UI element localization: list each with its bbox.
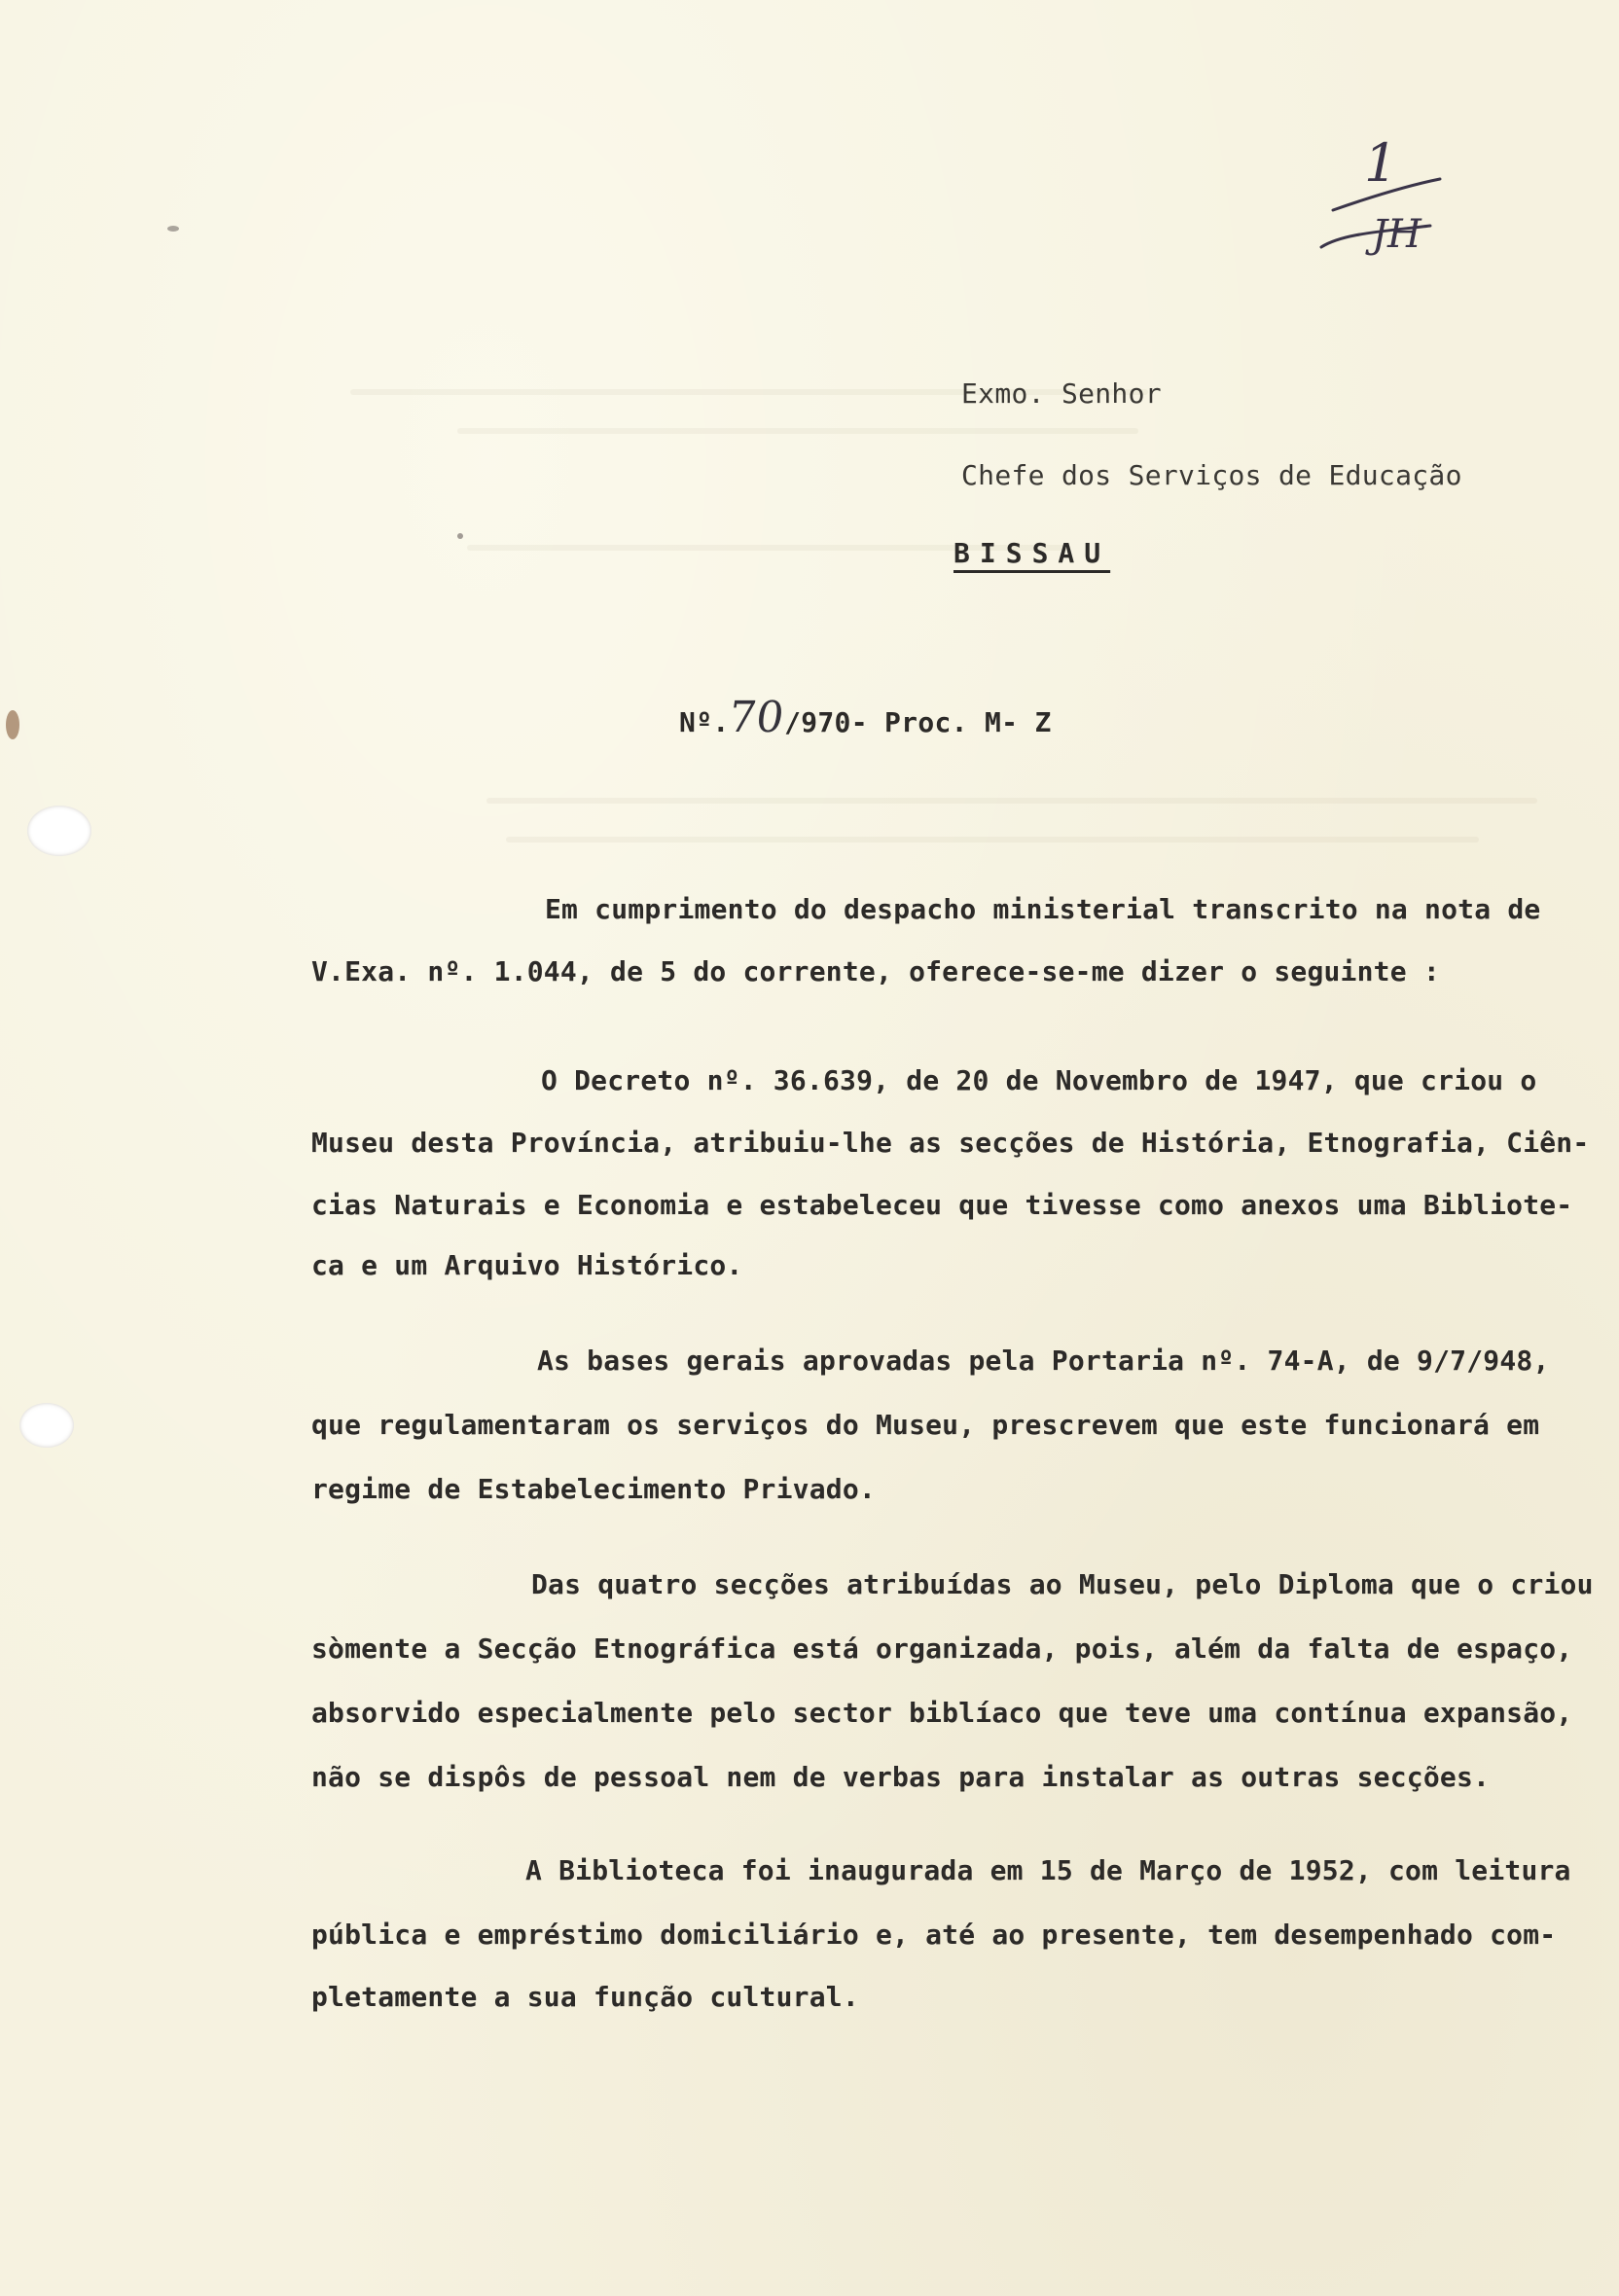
ink-dot-small [457,533,463,539]
paragraph-3-line-3: regime de Estabelecimento Privado. [311,1473,876,1505]
paragraph-2-line-4: ca e um Arquivo Histórico. [311,1249,743,1281]
folio-mark [1304,125,1459,290]
paragraph-5-line-2: pública e empréstimo domiciliário e, até ao presente, tem desempenhado com- [311,1919,1557,1951]
paragraph-5-line-1: A Biblioteca foi inaugurada em 15 de Março de 1952, com leitura [525,1854,1571,1886]
paragraph-3-line-1: As bases gerais aprovadas pela Portaria nº. 74-A, de 9/7/948, [537,1345,1550,1377]
folio-top: 1 [1364,132,1398,194]
reference-number: 70 [725,693,788,742]
paragraph-2-line-2: Museu desta Província, atribuiu-lhe as secções de História, Etnografia, Ciên- [311,1127,1590,1159]
show-through-line [506,837,1479,843]
salutation: Exmo. Senhor [961,377,1162,410]
paragraph-4-line-4: não se dispôs de pessoal nem de verbas para instalar as outras secções. [311,1761,1491,1793]
punch-hole-top [27,806,91,856]
reference-suffix: /970- Proc. M- Z [784,706,1052,738]
paragraph-5-line-3: pletamente a sua função cultural. [311,1981,859,2013]
paragraph-4-line-2: sòmente a Secção Etnográfica está organizada, pois, além da falta de espaço, [311,1632,1573,1665]
recipient: Chefe dos Serviços de Educação [961,459,1462,491]
ink-dot [167,226,179,232]
paragraph-1-line-2: V.Exa. nº. 1.044, de 5 do corrente, oferece-se-me dizer o seguinte : [311,955,1440,987]
recipient-city: BISSAU [953,537,1111,569]
reference-line [679,693,1052,742]
paragraph-4-line-3: absorvido especialmente pelo sector biblíaco que teve uma contínua expansão, [311,1697,1573,1729]
paragraph-3-line-2: que regulamentaram os serviços do Museu, prescrevem que este funcionará em [311,1409,1540,1441]
paragraph-1-line-1: Em cumprimento do despacho ministerial transcrito na nota de [545,893,1541,925]
paragraph-4-line-1: Das quatro secções atribuídas ao Museu, pelo Diploma que o criou [531,1568,1594,1600]
punch-hole-bottom [19,1403,74,1448]
show-through-line [486,798,1537,804]
paragraph-2-line-3: cias Naturais e Economia e estabeleceu que tivesse como anexos uma Bibliote- [311,1189,1573,1221]
paragraph-2-line-1: O Decreto nº. 36.639, de 20 de Novembro de 1947, que criou o [541,1064,1537,1096]
show-through-line [457,428,1138,434]
folio-bottom: JH [1372,212,1421,257]
reference-prefix: Nº. [679,706,730,738]
ink-stain [6,710,19,739]
